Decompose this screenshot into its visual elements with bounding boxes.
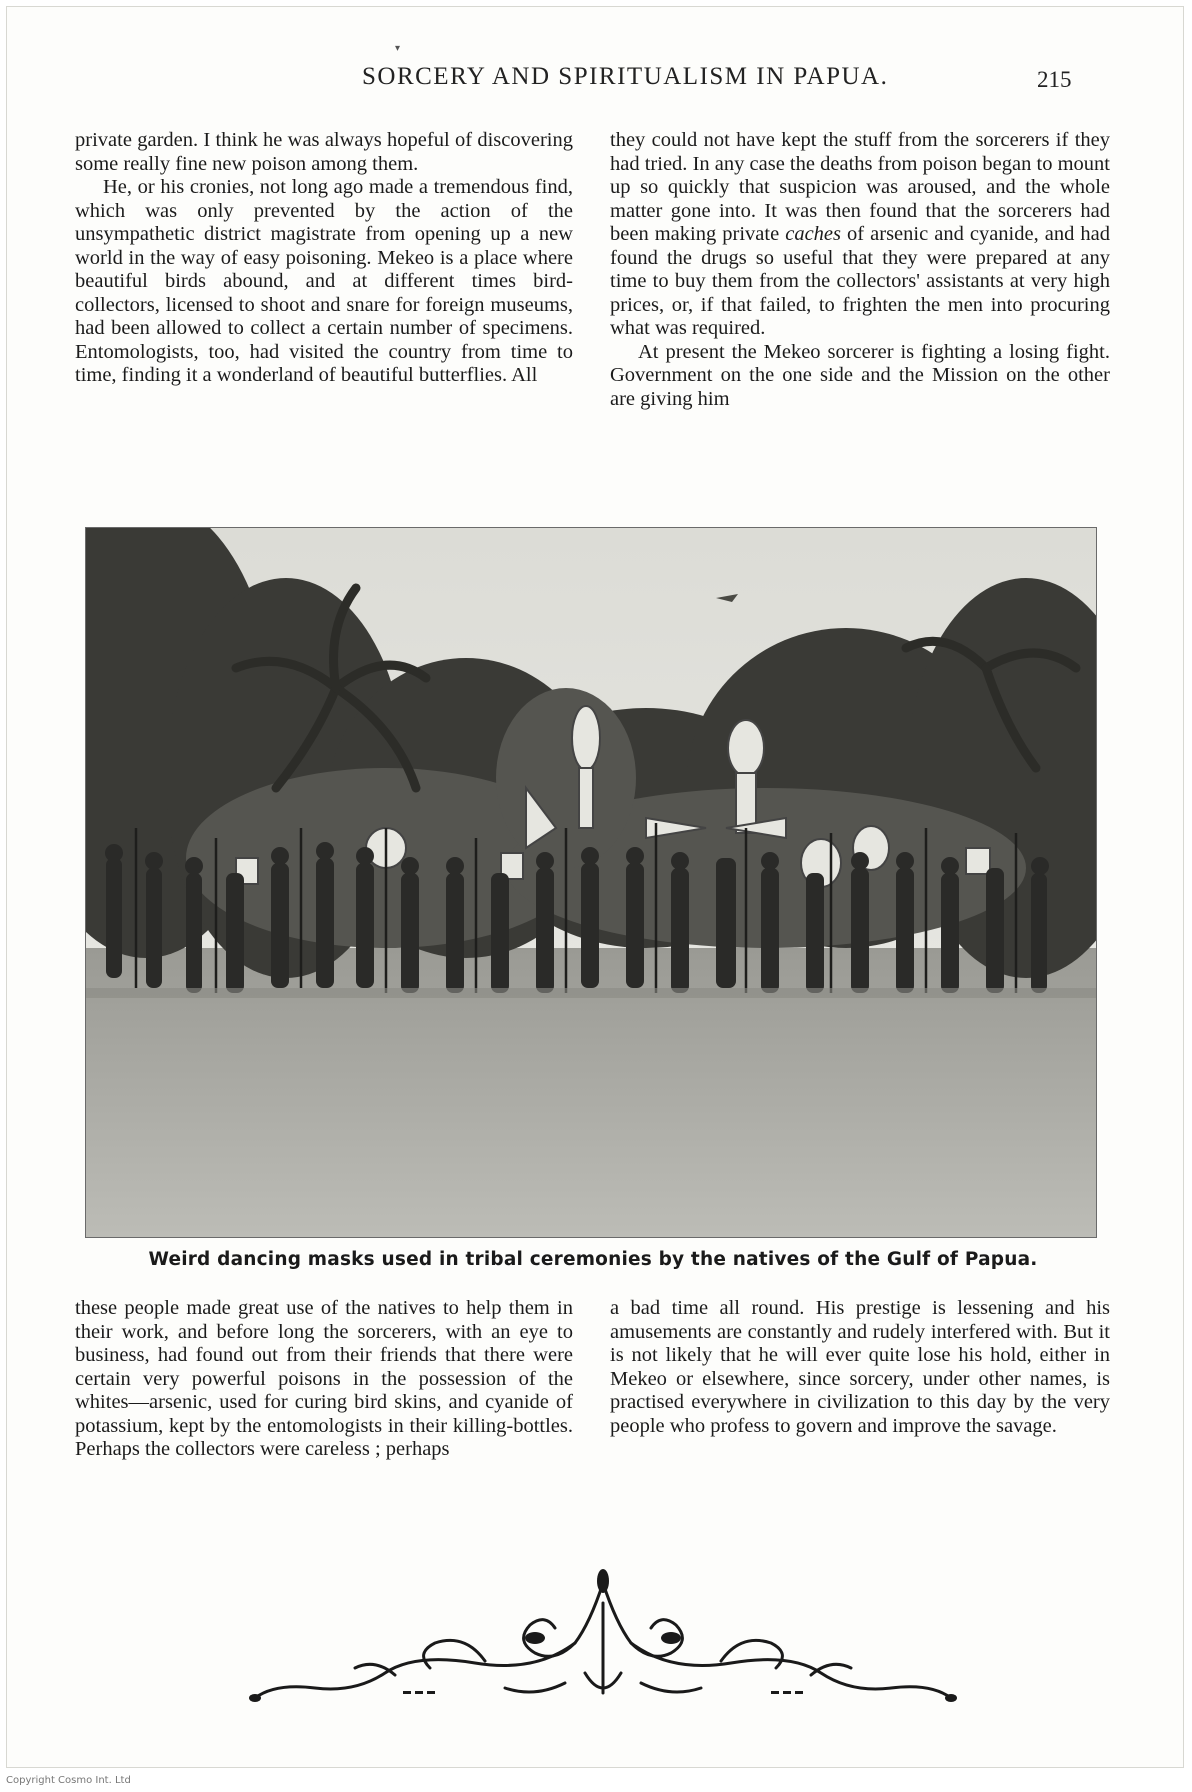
paragraph: He, or his cronies, not long ago made a tremendous find, which was only prevented by the action of the unsympathetic district magistrate from opening up a new world in the way of easy poisoning. Mekeo is a place where beautiful birds abound, and at different times bird-collectors, licensed to shoot and snare for foreign museums, had been allowed to collect a certain number of specimens. Entomologists, too, had visited the country from time to time, finding it a wonderland of beautiful butterflies. All — [75, 176, 573, 386]
paragraph: these people made great use of the natives to help them in their work, and before long the sorcerers, with an eye to business, had found out from their friends that there were certain very powerful poisons in the possession of the whites—arsenic, used for curing bird skins, and cyanide of potassium, kept by the entomologists in their killing-bottles. Perhaps the collectors were careless ; perhaps — [75, 1297, 573, 1460]
running-title: SORCERY AND SPIRITUALISM IN PAPUA. — [362, 63, 889, 90]
photo-illustration — [86, 528, 1096, 1237]
paragraph-text: of arsenic and cyanide, and had found the drugs so useful that they were prepared at any time to buy them from the collectors' assistants at very high prices, or, if that failed, to frighten the men into procuring what was required. — [610, 223, 1110, 339]
paragraph: private garden. I think he was always hopeful of discovering some really fine new poison among them. — [75, 129, 573, 175]
paragraph-text: they could not have kept the stuff from the sorcerers if they had tried. In any case the deaths from poison began to mount up so quickly that suspicion was aroused, and the whole matter gone into. It was then found that the sorcerers had been making private — [610, 129, 1110, 245]
paragraph: At present the Mekeo sorcerer is fighting a losing fight. Government on the one side and the Mission on the other are giving him — [610, 340, 1110, 410]
paragraph — [610, 129, 1110, 341]
photograph-dancing-masks — [85, 527, 1097, 1238]
figure-caption: Weird dancing masks used in tribal ceremonies by the natives of the Gulf of Papua. — [148, 1249, 1038, 1270]
text-column-bottom-left — [75, 1297, 573, 1462]
printer-mark: ▾ — [395, 43, 401, 54]
decorative-tailpiece-ornament — [235, 1563, 971, 1713]
page-number: 215 — [1037, 67, 1072, 92]
paragraph: a bad time all round. His prestige is lessening and his amusements are constantly and rudely interfered with. But it is not likely that he will ever quite lose his hold, either in Mekeo or elsewhere, since sorcery, under other names, is practised everywhere in civilization to this day by the very people who profess to govern and improve the savage. — [610, 1297, 1110, 1437]
text-column-bottom-right — [610, 1297, 1110, 1438]
magazine-page — [6, 6, 1184, 1768]
text-column-top-left — [75, 129, 573, 388]
text-column-top-right — [610, 129, 1110, 411]
copyright-notice: Copyright Cosmo Int. Ltd — [6, 1775, 131, 1786]
italic-word: caches — [785, 223, 841, 245]
